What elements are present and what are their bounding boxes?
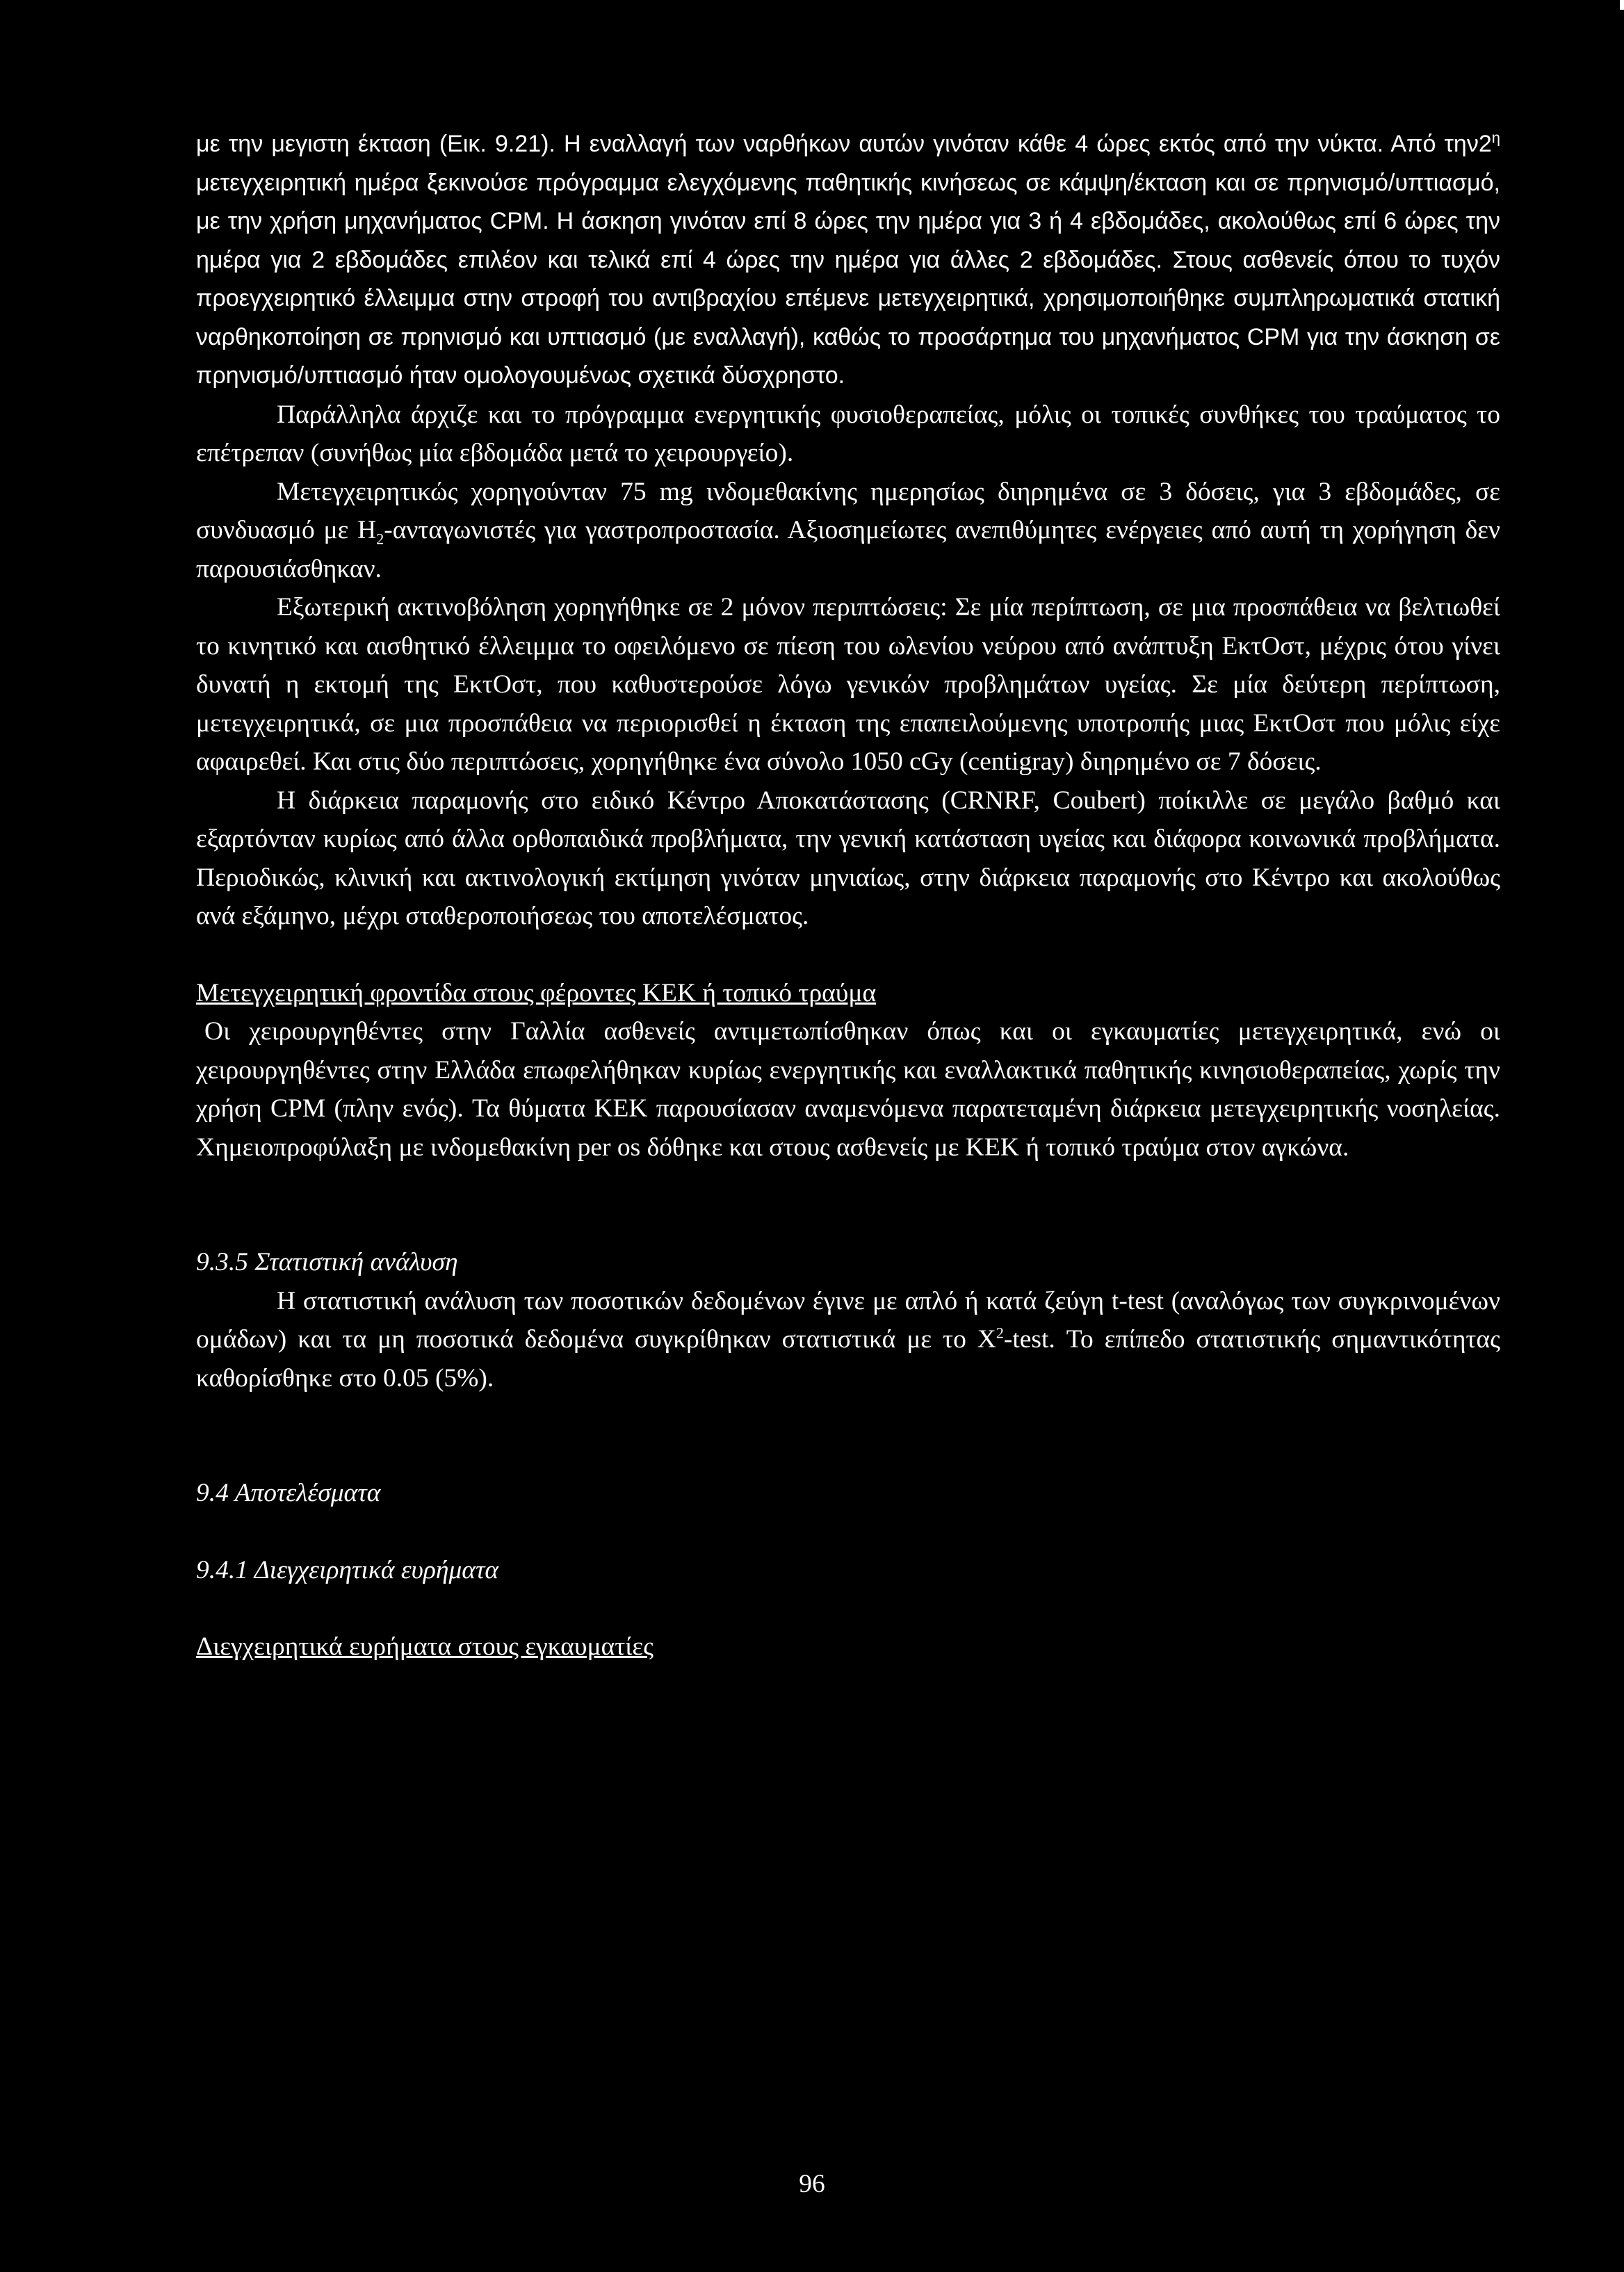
heading-results: 9.4 Αποτελέσματα bbox=[196, 1479, 381, 1507]
document-page bbox=[196, 125, 1500, 1666]
heading-statistics: 9.3.5 Στατιστική ανάλυση bbox=[196, 1248, 458, 1276]
heading-intraoperative: 9.4.1 Διεγχειρητικά ευρήματα bbox=[196, 1555, 499, 1584]
page-number: 96 bbox=[799, 2170, 825, 2198]
paragraph-physio: Παράλληλα άρχιζε και το πρόγραμμα ενεργητικής φυσιοθεραπείας, μόλις οι τοπικές συνθήκες του τραύματος το επέτρεπαν (συνήθως μία εβδομάδα μετά το χειρουργείο). bbox=[196, 400, 1500, 467]
paragraph-stay: Η διάρκεια παραμονής στο ειδικό Κέντρο Αποκατάστασης (CRNRF, Coubert) ποίκιλλε σε μεγάλο βαθμό και εξαρτόνταν κυρίως από άλλα ορθοπαιδικά προβλήματα, την γενική κατάσταση υγείας και διάφορα κοινωνικά προβλήματα. Περιοδικώς, κλινική και ακτινολογική εκτίμηση γινόταν μηνιαίως, στην διάρκεια παραμονής στο Κέντρο και ακολούθως ανά εξάμηνο, μέχρι σταθεροποιήσεως του αποτελέσματος. bbox=[196, 786, 1500, 930]
paragraph-statistics: Η στατιστική ανάλυση των ποσοτικών δεδομένων έγινε με απλό ή κατά ζεύγη t-test (αναλόγως των συγκρινομένων ομάδων) και τα μη ποσοτικά δεδομένα συγκρίθηκαν στατιστικά με το $X^2$-test. Το επίπεδο στατιστικής σημαντικότητας καθορίσθηκε στο 0.05 (5%). bbox=[196, 1286, 1500, 1393]
heading-burn-findings: Διεγχειρητικά ευρήματα στους εγκαυματίες bbox=[196, 1632, 653, 1661]
paragraph-cpm: με την μεγιστη έκταση (Εικ. 9.21). Η εναλλαγή των ναρθήκων αυτών γινόταν κάθε 4 ώρες εκτός από την νύκτα. Από $\tau\eta\nu 2^\eta$ μετεγχειρητική ημέρα ξεκινούσε πρόγραμμα ελεγχόμενης παθητικής κινήσεως σε κάμψη/έκταση και σε πρηνισμό/υπτιασμό, με την χρήση μηχανήματος CPM. Η άσκηση γινόταν επί 8 ώρες την ημέρα για 3 ή 4 εβδομάδες, ακολούθως επί 6 ώρες την ημέρα για 2 εβδομάδες επιλέον και τελικά επί 4 ώρες την ημέρα για άλλες 2 εβδομάδες. Στους ασθενείς όπου το τυχόν προεγχειρητικό έλλειμμα στην στροφή του αντιβραχίου επέμενε μετεγχειρητικά, χρησιμοποιήθηκε συμπληρωματικά στατική ναρθηκοποίηση σε πρηνισμό και υπτιασμό (με εναλλαγή), καθώς το προσάρτημα του μηχανήματος CPM για την άσκηση σε πρηνισμό/υπτιασμό ήταν ομολογουμένως σχετικά δύσχρηστο. bbox=[196, 129, 1500, 389]
paragraph-radiation: Εξωτερική ακτινοβόληση χορηγήθηκε σε 2 μόνον περιπτώσεις: Σε μία περίπτωση, σε μια προσπάθεια να βελτιωθεί το κινητικό και αισθητικό έλλειμμα το οφειλόμενο σε πίεση του ωλενίου νεύρου από ανάπτυξη ΕκτΟστ, μέχρις ότου γίνει δυνατή η εκτομή της ΕκτΟστ, που καθυστερούσε λόγω γενικών προβλημάτων υγείας. Σε μία δεύτερη περίπτωση, μετεγχειρητικά, σε μια προσπάθεια να περιορισθεί η έκταση της επαπειλούμενης υποτροπής μιας ΕκτΟστ που μόλις είχε αφαιρεθεί. Και στις δύο περιπτώσεις, χορηγήθηκε ένα σύνολο 1050 cGy (centigray) διηρημένο σε 7 δόσεις. bbox=[196, 593, 1500, 776]
paragraph-kek: Οι χειρουργηθέντες στην Γαλλία ασθενείς αντιμετωπίσθηκαν όπως και οι εγκαυματίες μετεγχειρητικά, ενώ οι χειρουργηθέντες στην Ελλάδα επωφελήθηκαν κυρίως ενεργητικής και εναλλακτικά παθητικής κινησιοθεραπείας, χωρίς την χρήση CPM (πλην ενός). Τα θύματα ΚΕΚ παρουσίασαν αναμενόμενα παρατεταμένη διάρκεια μετεγχειρητικής νοσηλείας. Χημειοπροφύλαξη με ινδομεθακίνη per os δόθηκε και στους ασθενείς με ΚΕΚ ή τοπικό τραύμα στον αγκώνα. bbox=[196, 1017, 1500, 1162]
corner-mark bbox=[1620, 0, 1624, 10]
heading-kek: Μετεγχειρητική φροντίδα στους φέροντες ΚΕΚ ή τοπικό τραύμα bbox=[196, 978, 877, 1007]
paragraph-indomethacin: Μετεγχειρητικώς χορηγούνταν 75 mg ινδομεθακίνης ημερησίως διηρημένα σε 3 δόσεις, για 3 εβδομάδες, σε συνδυασμό με $H_2$-ανταγωνιστές για γαστροπροστασία. Αξιοσημείωτες ανεπιθύμητες ενέργειες από αυτή τη χορήγηση δεν παρουσιάσθηκαν. bbox=[196, 477, 1501, 583]
